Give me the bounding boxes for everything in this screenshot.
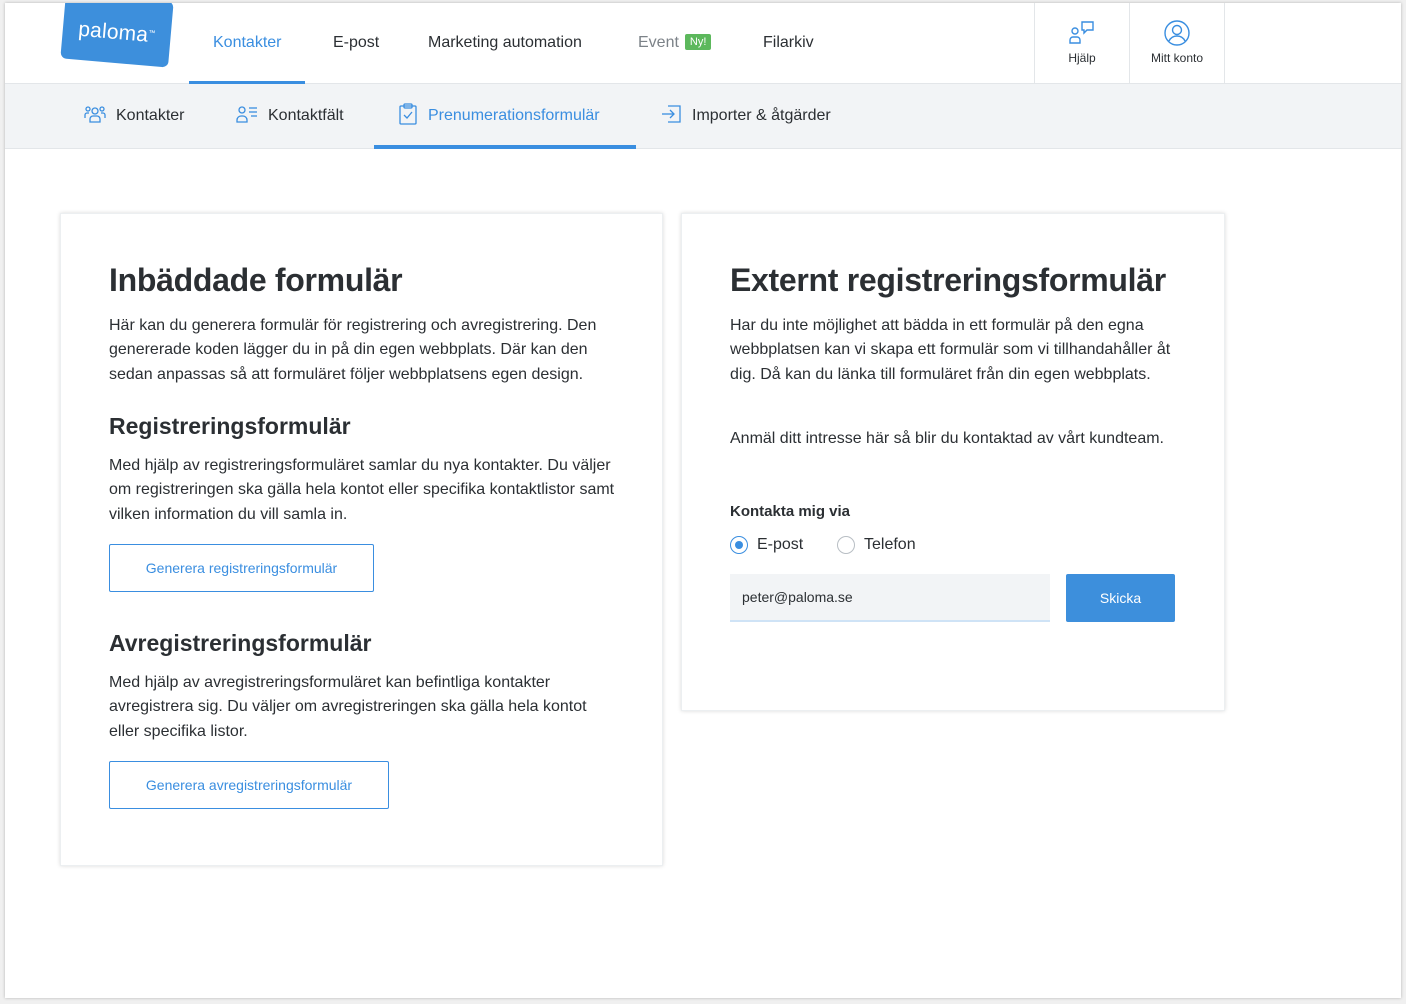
help-button[interactable] [1034,3,1129,83]
user-circle-icon [1163,19,1191,52]
unregister-form-text: Med hjälp av avregistreringsformuläret kan befintliga kontakter avregistrera sig. Du väljer om avregistreringen ska gälla hela kontot eller specifika listor. [109,674,587,740]
subnav-kontakter[interactable] [84,84,184,148]
external-form-interest-text: Anmäl ditt intresse här så blir du kontaktad av vårt kundteam. [730,430,1164,447]
register-form-text: Med hjälp av registreringsformuläret samlar du nya kontakter. Du väljer om registreringen ska gälla hela kontot eller specifika kontaktlistor samt vilken information du vill samla in. [109,457,615,523]
nav-event-label: Event [638,34,679,51]
generate-register-form-button[interactable]: Generera registreringsformulär [109,544,374,592]
embedded-forms-intro: Här kan du generera formulär för registrering och avregistrering. Den genererade koden lägger du in på din egen webbplats. Där kan den sedan anpassas så att formuläret följer webbplatsens egen design. [109,317,597,383]
contacts-group-icon [84,104,116,129]
radio-telefon-label: Telefon [864,536,916,553]
nav-filarkiv[interactable]: Filarkiv [763,34,814,51]
paloma-logo[interactable]: paloma ™ [60,3,173,68]
external-form-text: Har du inte möjlighet att bädda in ett formulär på den egna webbplatsen kan vi skapa ett formulär som vi tillhandahåller åt dig. Då kan du länka till formuläret från din egen webbplats. [730,317,1171,383]
my-account-button[interactable] [1129,3,1225,83]
radio-telefon-indicator[interactable] [837,536,855,554]
app-window [5,3,1401,998]
clipboard-check-icon [398,103,428,130]
subnav-importer-label: Importer & åtgärder [692,107,831,124]
radio-e-post-indicator[interactable] [730,536,748,554]
contact-fields-icon [236,104,268,129]
generate-unregister-form-button[interactable]: Generera avregistreringsformulär [109,761,389,809]
my-account-label: Mitt konto [1150,51,1204,65]
sub-navigation [5,84,1401,149]
email-field[interactable] [730,574,1050,622]
nav-e-post[interactable]: E-post [333,34,380,51]
register-form-title: Registreringsformulär [109,413,351,439]
embedded-forms-card [60,213,663,866]
send-button[interactable]: Skicka [1066,574,1175,622]
logo-text: paloma [77,17,150,47]
subnav-kontaktfalt[interactable] [236,84,344,148]
new-badge: Ny! [685,34,712,50]
radio-telefon[interactable] [837,536,916,554]
top-navigation [5,3,1401,84]
subnav-kontakter-label: Kontakter [116,107,185,124]
radio-e-post[interactable] [730,536,803,554]
subnav-prenumerationsformular[interactable] [398,84,600,148]
embedded-forms-title: Inbäddade formulär [109,262,403,298]
import-arrow-icon [660,104,692,129]
unregister-form-title: Avregistreringsformulär [109,630,372,656]
external-form-title: Externt registreringsformulär [730,262,1166,298]
nav-event[interactable] [638,3,711,83]
help-chat-icon [1068,19,1096,52]
subnav-importer[interactable] [660,84,831,148]
external-form-card [681,213,1225,711]
subnav-prenumerationsformular-label: Prenumerationsformulär [428,107,600,124]
subnav-kontaktfalt-label: Kontaktfält [268,107,344,124]
radio-e-post-label: E-post [757,536,804,553]
nav-kontakter[interactable]: Kontakter [213,3,281,83]
help-label: Hjälp [1068,51,1096,65]
contact-via-label: Kontakta mig via [730,503,851,520]
active-tab-indicator [374,145,636,149]
nav-marketing-automation[interactable]: Marketing automation [428,34,582,51]
